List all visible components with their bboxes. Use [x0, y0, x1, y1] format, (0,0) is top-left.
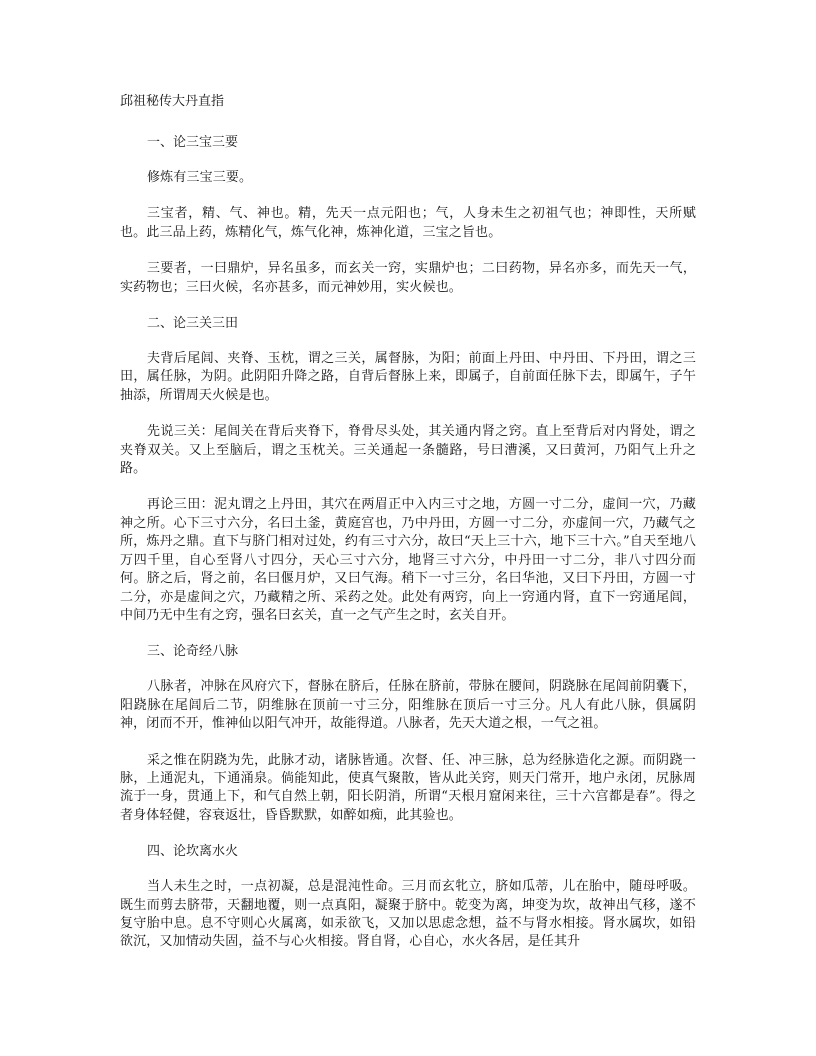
- paragraph: 采之惟在阴跷为先，此脉才动，诸脉皆通。次督、任、冲三脉，总为经脉造化之源。而阴跷一脉，上通泥丸，下通涌泉。倘能知此，使真气聚散，皆从此关窍，则天门常开，地户永闭，尻脉周流于一身，贯通上下，和气自然上朝，阳长阴消，所谓“天根月窟闲来往，三十六宫都是春”。得之者身体轻健，容衰返壮，昏昏默默，如醉如痴，此其验也。: [120, 752, 696, 823]
- paragraph: 三要者，一曰鼎炉，异名虽多，而玄关一窍，实鼎炉也；二曰药物，异名亦多，而先天一气，实药物也；三曰火候，名亦甚多，而元神妙用，实火候也。: [120, 261, 696, 295]
- document-title: 邱祖秘传大丹直指: [120, 94, 225, 109]
- paragraph: 三宝者，精、气、神也。精，先天一点元阳也；气，人身未生之初祖气也；神即性，天所赋也。此三品上药，炼精化气，炼气化神，炼神化道，三宝之旨也。: [120, 206, 696, 240]
- paragraph: 修炼有三宝三要。: [147, 170, 253, 185]
- section-heading-2: 二、论三关三田: [147, 316, 239, 332]
- document-page: [120, 93, 696, 970]
- paragraph: 夫背后尾闾、夹脊、玉枕，谓之三关，属督脉，为阳；前面上丹田、中丹田、下丹田，谓之三田，属任脉，为阴。此阴阳升降之路，自背后督脉上来，即属子，自前面任脉下去，即属午，子午抽添，所谓周天火候是也。: [120, 351, 696, 403]
- section-heading-3: 三、论奇经八脉: [147, 644, 239, 660]
- section-heading-4: 四、论坎离水火: [147, 844, 239, 860]
- paragraph: 先说三关：尾闾关在背后夹脊下，脊骨尽头处，其关通内肾之窍。直上至背后对内肾处，谓之夹脊双关。又上至脑后，谓之玉枕关。三关通起一条髓路，号曰漕溪，又曰黄河，乃阳气上升之路。: [120, 424, 696, 477]
- paragraph: 再论三田：泥丸谓之上丹田，其穴在两眉正中入内三寸之地，方圆一寸二分，虚间一穴，乃藏神之所。心下三寸六分，名曰土釜，黄庭宫也，乃中丹田，方圆一寸二分，亦虚间一穴，乃藏气之所，炼丹之鼎。直下与脐门相对过处，约有三寸六分，故曰“天上三十六，地下三十六。”自天至地八万四千里，自心至肾八寸四分，天心三寸六分，地肾三寸六分，中丹田一寸二分，非八寸四分而何。脐之后，肾之前，名曰偃月炉，又曰气海。稍下一寸三分，名曰华池，又曰下丹田，方圆一寸二分，亦是虚间之穴，乃藏精之所、采药之处。此处有两窍，向上一窍通内肾，直下一窍通尾闾，中间乃无中生有之窍，强名曰玄关，直一之气产生之时，玄关自开。: [120, 497, 696, 623]
- paragraph: 八脉者，冲脉在风府穴下，督脉在脐后，任脉在脐前，带脉在腰间，阴跷脉在尾闾前阴囊下，阳跷脉在尾闾后二节，阴维脉在顶前一寸三分，阳维脉在顶后一寸三分。凡人有此八脉，俱属阴神，闭而不开，惟神仙以阳气冲开，故能得道。八脉者，先天大道之根，一气之祖。: [120, 679, 696, 732]
- section-heading-1: 一、论三宝三要: [147, 135, 239, 150]
- paragraph: 当人未生之时，一点初凝，总是混沌性命。三月而玄牝立，脐如瓜蒂，儿在胎中，随母呼吸。既生而剪去脐带，天翻地覆，则一点真阳，凝聚于脐中。乾变为离，坤变为坎，故神出气移，遂不复守胎中息。息不守则心火属离，如汞欲飞，又加以思虑念想，益不与肾水相接。肾水属坎，如铅欲沉，又加情动失固，益不与心火相接。肾自肾，心自心，水火各居，是任其升: [120, 879, 696, 950]
